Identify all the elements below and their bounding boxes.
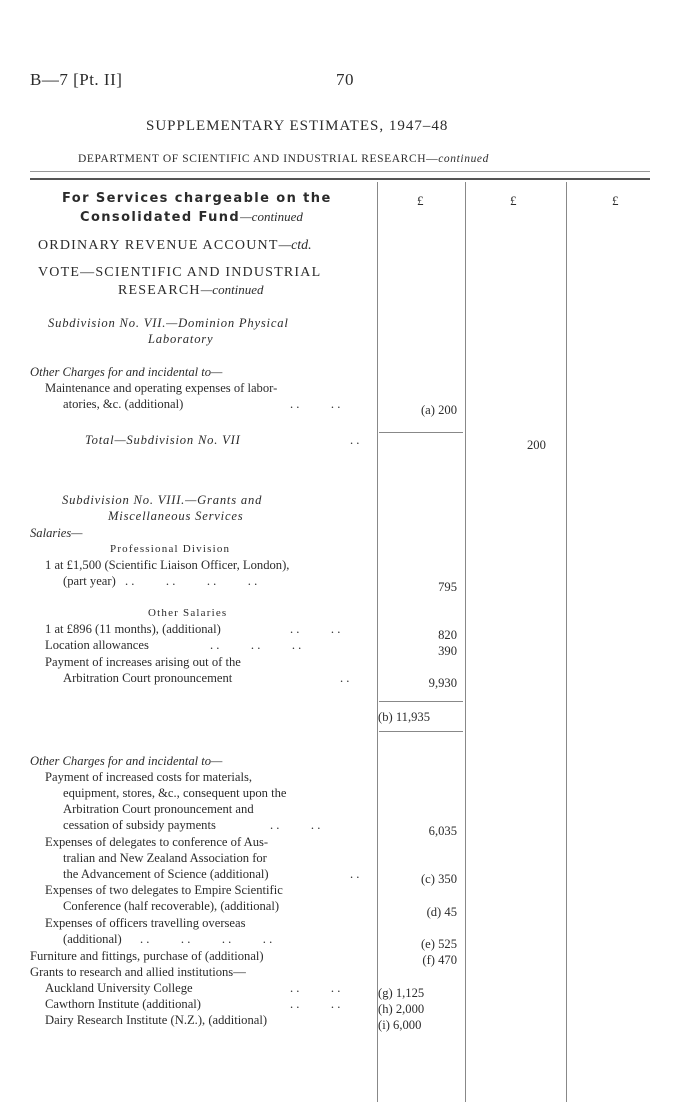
currency-heading-1: £: [417, 193, 424, 208]
charge8-line: Cawthorn Institute (additional): [45, 997, 201, 1011]
charge5-amount: (f) 470: [422, 953, 457, 967]
column-divider-3: [566, 182, 567, 1102]
vote-heading-line2: [118, 282, 264, 298]
currency-heading-2: £: [510, 193, 517, 208]
salaries-subtotal: (b) 11,935: [378, 710, 430, 724]
salary-item1: 1 at £896 (11 months), (additional): [45, 622, 221, 636]
charge4-line2: (additional): [63, 932, 122, 946]
sub7-item1-line1: Maintenance and operating expenses of labor-: [45, 381, 278, 395]
page-title: SUPPLEMENTARY ESTIMATES, 1947–48: [146, 118, 449, 134]
services-heading-line1: For Services chargeable on the: [62, 191, 332, 206]
salary-item2-amount: 390: [438, 644, 457, 658]
subdivision-7-heading: Subdivision No. VII.—Dominion Physical: [48, 316, 289, 330]
subdivision-8-heading-line2: Miscellaneous Services: [108, 509, 244, 523]
page-reference: B—7 [Pt. II]: [30, 70, 123, 89]
salary-item2: Location allowances: [45, 638, 149, 652]
services-heading-fund: Consolidated Fund: [80, 210, 241, 225]
charge2-line3: the Advancement of Science (additional): [63, 867, 269, 881]
account-name: ORDINARY REVENUE ACCOUNT: [38, 238, 279, 253]
sub7-total-dots: . .: [350, 433, 360, 447]
charge8-amount: (h) 2,000: [378, 1002, 425, 1016]
charge2-amount: (c) 350: [420, 872, 457, 886]
charge3-amount: (d) 45: [426, 905, 457, 919]
professional-division-heading: Professional Division: [110, 543, 231, 555]
charge7-line: Auckland University College: [45, 981, 193, 995]
charge4-line1: Expenses of officers travelling overseas: [45, 916, 246, 930]
column-divider-2: [465, 182, 466, 1102]
charge3-line1: Expenses of two delegates to Empire Scientific: [45, 883, 283, 897]
vote-name: RESEARCH: [118, 283, 201, 298]
page-number: 70: [336, 70, 354, 89]
sub7-total-label: Total—Subdivision No. VII: [85, 433, 241, 447]
charge4-amount: (e) 525: [420, 937, 457, 951]
sub7-other-charges-heading: Other Charges for and incidental to—: [30, 365, 223, 379]
prof-item-line2: (part year): [63, 574, 116, 588]
services-heading-line2: [80, 209, 303, 225]
vote-heading-line1: VOTE—SCIENTIFIC AND INDUSTRIAL: [38, 265, 322, 280]
services-heading-continued: —continued: [240, 209, 303, 224]
prof-item-line1: 1 at £1,500 (Scientific Liaison Officer, London),: [45, 558, 290, 572]
salary-item2-dots: . . . . . .: [210, 638, 302, 652]
salaries-heading: Salaries—: [30, 526, 83, 540]
header-rule: [30, 178, 650, 180]
salary-item1-dots: . . . .: [290, 622, 341, 636]
charge1-line3: Arbitration Court pronouncement and: [63, 802, 254, 816]
charge1-dots: . . . .: [270, 818, 321, 832]
sub7-item1-amount: (a) 200: [420, 403, 457, 417]
charge2-dots: . .: [350, 867, 360, 881]
column-divider-1: [377, 182, 378, 1102]
salary-item3-line1: Payment of increases arising out of the: [45, 655, 241, 669]
salaries-subtotal-rule-bottom: [379, 731, 463, 732]
sub8-other-charges-heading: Other Charges for and incidental to—: [30, 754, 223, 768]
header-thin-rule: [30, 171, 650, 172]
charge5-line: Furniture and fittings, purchase of (additional): [30, 949, 264, 963]
vote-continued: —continued: [200, 282, 264, 297]
charge1-line1: Payment of increased costs for materials,: [45, 770, 253, 784]
salaries-subtotal-rule: [379, 701, 463, 702]
charge9-amount: (i) 6,000: [378, 1018, 422, 1032]
salary-item3-dots: . .: [340, 671, 350, 685]
sub7-item1-dots: . . . .: [290, 397, 341, 411]
charge1-amount: 6,035: [428, 824, 457, 838]
charge6-line: Grants to research and allied institutions—: [30, 965, 246, 979]
account-continued: —ctd.: [278, 238, 312, 253]
sub7-total-rule: [379, 432, 463, 433]
charge7-dots: . . . .: [290, 981, 341, 995]
prof-item-amount: 795: [438, 580, 457, 594]
department-continued: continued: [438, 153, 489, 165]
department-name: DEPARTMENT OF SCIENTIFIC AND INDUSTRIAL RESEARCH—: [78, 153, 439, 165]
subdivision-8-heading: Subdivision No. VIII.—Grants and: [62, 493, 263, 507]
charge1-line4: cessation of subsidy payments: [63, 818, 216, 832]
other-salaries-heading: Other Salaries: [148, 607, 228, 619]
charge2-line2: tralian and New Zealand Association for: [63, 851, 267, 865]
charge3-line2: Conference (half recoverable), (additional): [63, 899, 280, 913]
charge4-dots: . . . . . . . .: [140, 932, 273, 946]
salary-item3-amount: 9,930: [428, 676, 457, 690]
charge7-amount: (g) 1,125: [378, 986, 425, 1000]
account-heading: [38, 238, 312, 253]
salary-item3-line2: Arbitration Court pronouncement: [63, 671, 233, 685]
charge1-line2: equipment, stores, &c., consequent upon the: [63, 786, 287, 800]
charge2-line1: Expenses of delegates to conference of Aus-: [45, 835, 269, 849]
charge8-dots: . . . .: [290, 997, 341, 1011]
currency-heading-3: £: [612, 193, 619, 208]
prof-item-dots: . . . . . . . .: [125, 574, 258, 588]
sub7-item1-line2: atories, &c. (additional): [63, 397, 184, 411]
charge9-line: Dairy Research Institute (N.Z.), (additional): [45, 1013, 268, 1027]
salary-item1-amount: 820: [438, 628, 457, 642]
subdivision-7-heading-line2: Laboratory: [148, 332, 214, 346]
sub7-total-amount: 200: [527, 438, 546, 452]
department-heading: [78, 153, 489, 165]
